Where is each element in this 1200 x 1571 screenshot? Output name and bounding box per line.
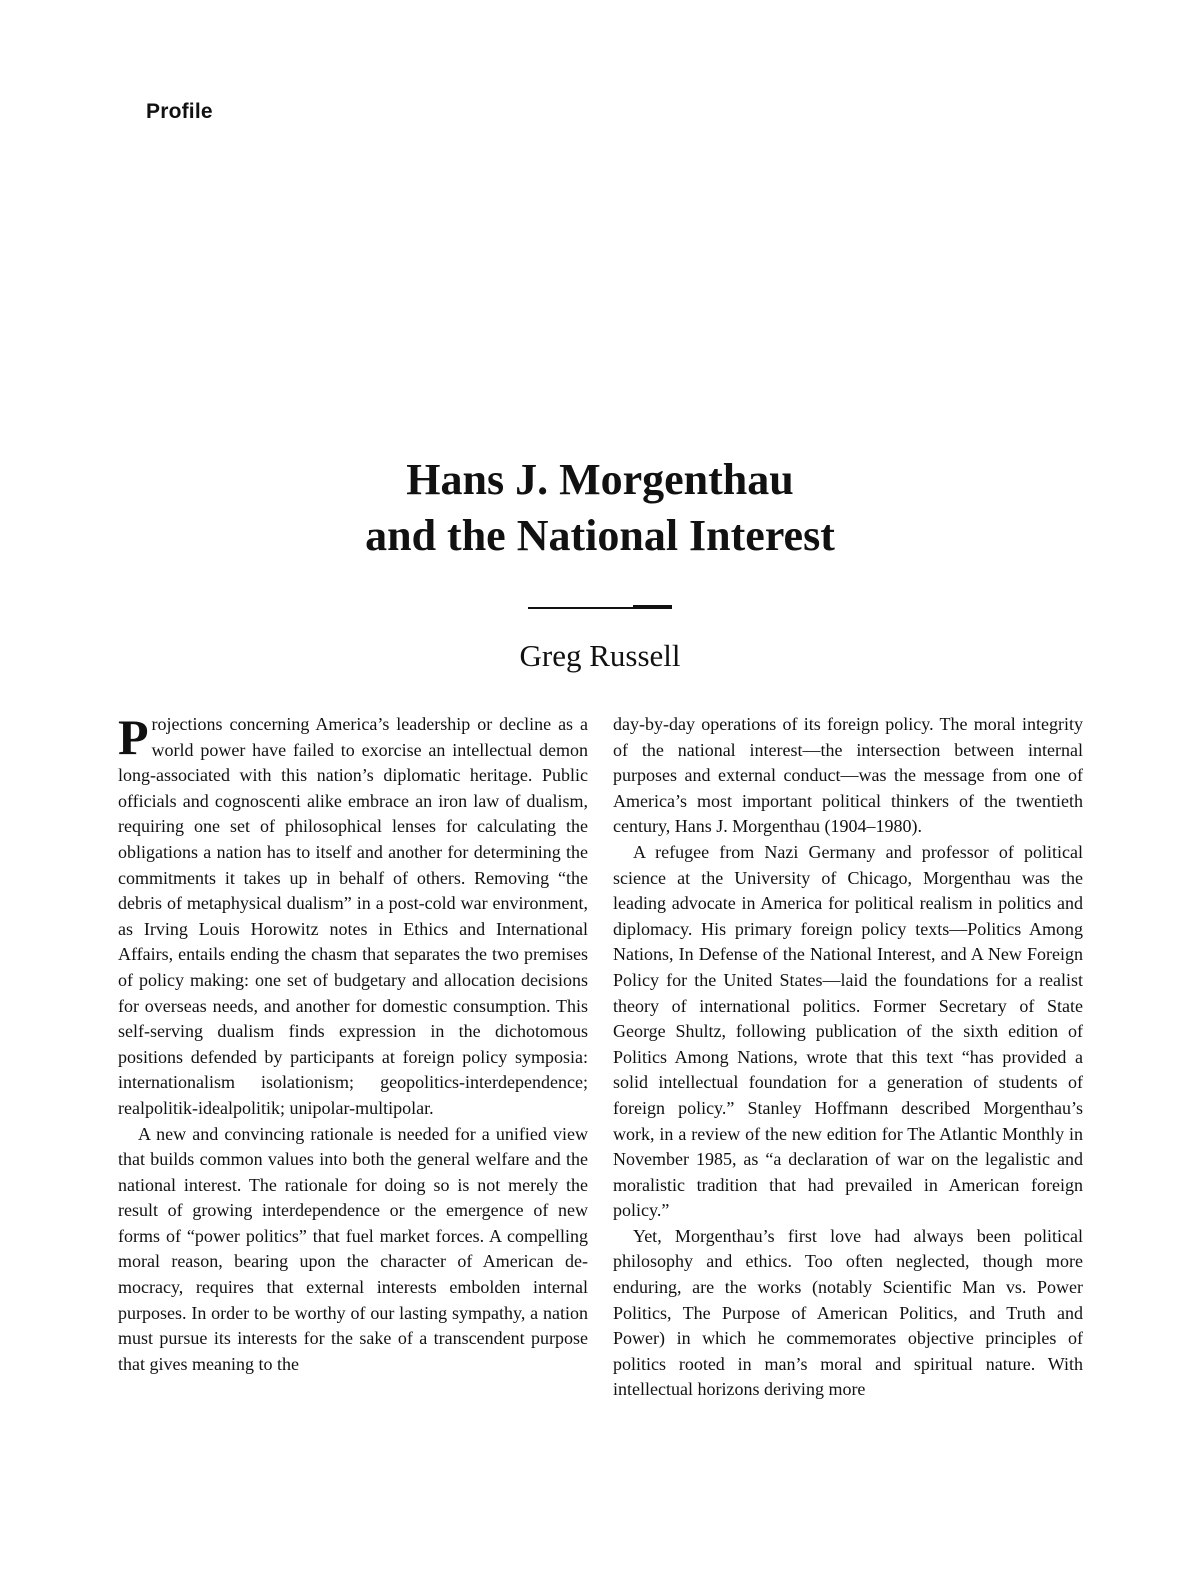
title-line-1: Hans J. Morgenthau xyxy=(406,455,794,504)
title-divider-accent xyxy=(633,605,672,609)
author-byline: Greg Russell xyxy=(519,638,681,673)
body-paragraph: Yet, Morgenthau’s first love had always been political philosophy and ethics. Too often neglected, though more enduring, are the works (notably Scientific Man vs. Power Politics, The Purpose of American Politics, and Truth and Power) in which he commemorates objective principles of politics rooted in man’s moral and spiritual nature. With intellectual horizons deriving more xyxy=(613,1225,1083,1400)
article-title xyxy=(0,452,1200,564)
body-paragraph: day-by-day operations of its foreign policy. The moral integrity of the national interest—the intersection between internal purposes and external conduct—was the message from one of America’s most important political thinkers of the twentieth century, Hans J. Morgenthau (1904–1980). xyxy=(613,714,1083,837)
body-column-right xyxy=(613,712,1083,1403)
drop-cap: P xyxy=(118,709,149,765)
section-label: Profile xyxy=(146,100,213,123)
body-paragraph xyxy=(118,709,588,1122)
body-paragraph: A new and convincing rationale is needed for a unified view that builds common values into both the general welfare and the national interest. The rationale for doing so is not merely the result of growing interdependence or the emergence of new forms of “power politics” that fuel market forces. A compelling moral reason, bearing upon the character of American democracy, requires that external interests embolden internal purposes. In order to be worthy of our lasting sympathy, a nation must pursue its interests for the sake of a transcendent purpose that gives meaning to the xyxy=(118,1123,588,1374)
body-column-left xyxy=(118,709,588,1377)
title-line-2: and the National Interest xyxy=(365,511,835,560)
paragraph-text: rojections concerning America’s leadership or decline as a world power have failed to exorcise an intellectual demon long-associated with this nation’s diplomatic heritage. Public officials and cognoscenti alike embrace an iron law of dualism, requiring one set of philosophical lenses for calculating the obligations a nation has to itself and another for determining the commitments it takes up in behalf of others. Removing “the debris of metaphysical dualism” in a post-cold war environment, as Irving Louis Horowitz notes in Ethics and International Affairs, entails ending the chasm that separates the two premises of policy making: one set of budgetary and allocation decisions for overseas needs, and another for domestic consumption. This self-serving dualism finds expression in the dichotomous positions defended by participants at foreign policy symposia: internationalism isolationism; geopolitics-interdependence; realpolitik-idealpolitik; unipolar-multipolar. xyxy=(118,714,588,1118)
body-paragraph: A refugee from Nazi Germany and professor of political science at the University of Chicago, Morgenthau was the leading advocate in America for political realism in politics and diplomacy. His primary foreign policy texts—Politics Among Nations, In Defense of the National Interest, and A New Foreign Policy for the United States—laid the foundations for a realist theory of international politics. Former Secretary of State George Shultz, following publication of the sixth edition of Politics Among Nations, wrote that this text “has provided a solid intellectual foundation for a generation of students of foreign policy.” Stanley Hoffmann described Morgenthau’s work, in a review of the new edition for The Atlantic Monthly in November 1985, as “a declaration of war on the legalistic and moralistic tradition that had prevailed in American foreign policy.” xyxy=(613,841,1083,1221)
